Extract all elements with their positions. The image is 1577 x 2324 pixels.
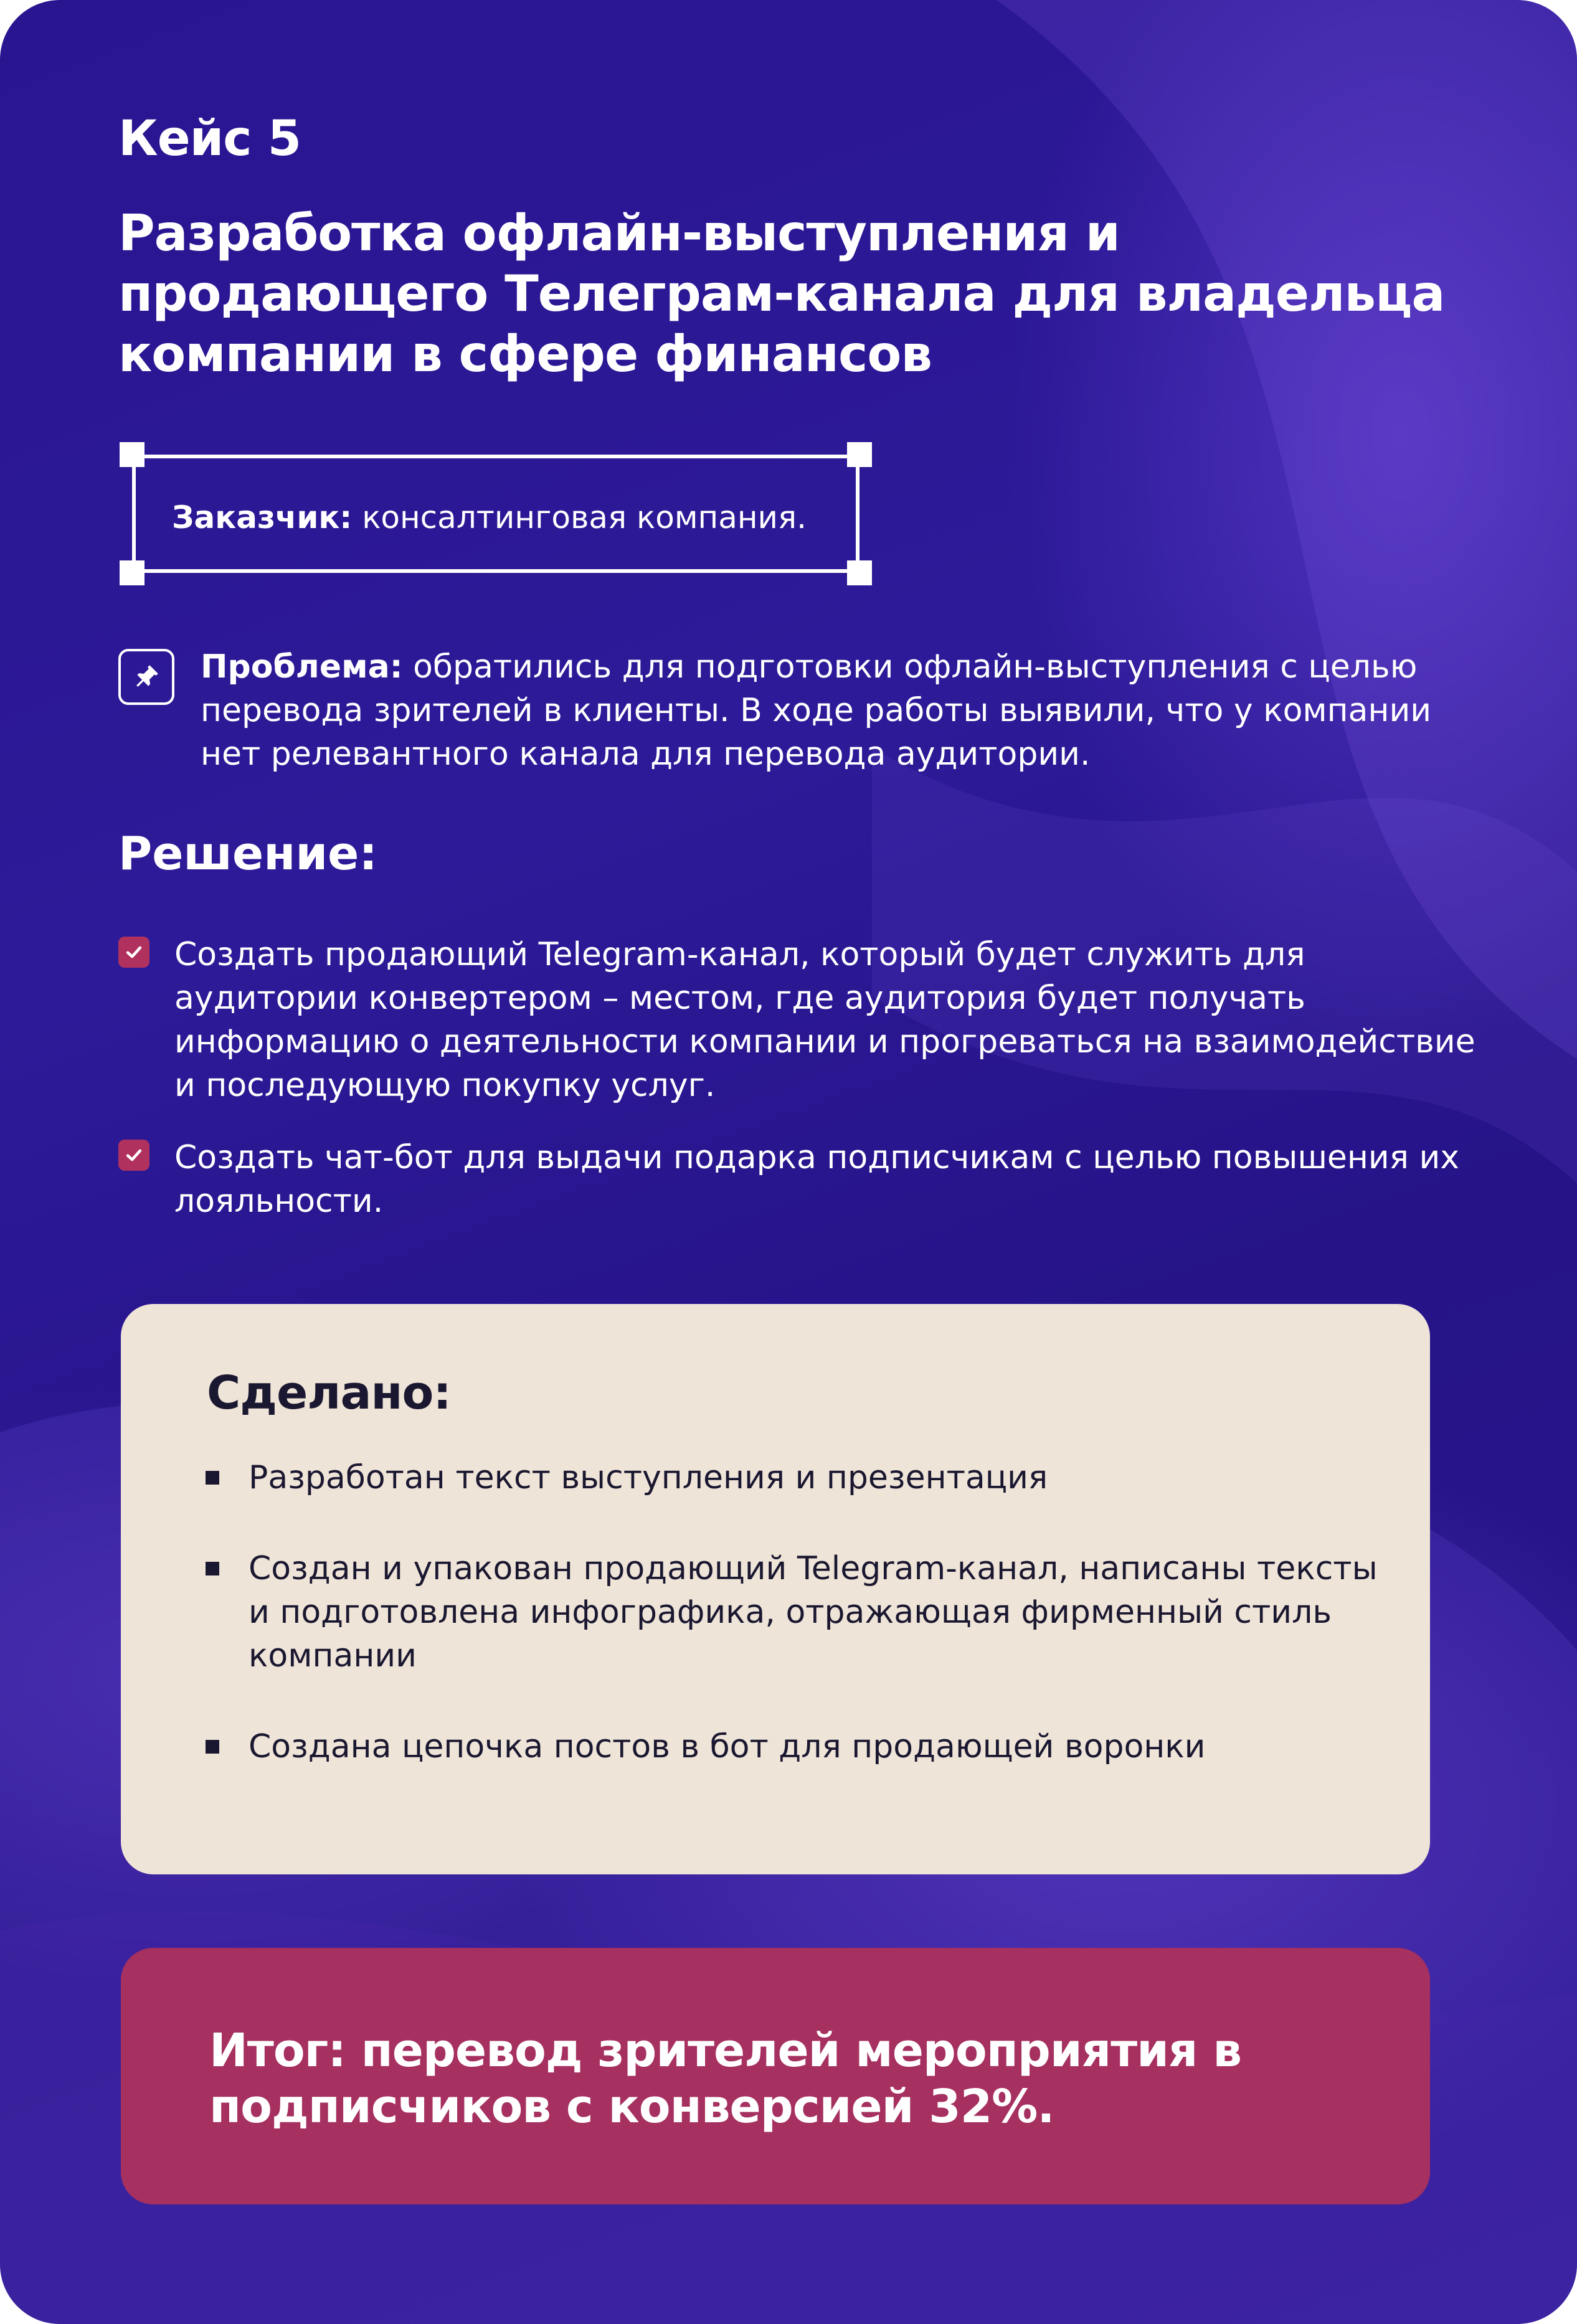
client-text [172, 499, 807, 536]
check-icon [118, 937, 149, 968]
done-item: Создана цепочка постов в бот для продающей воронки [249, 1728, 1206, 1765]
case-label: Кейс 5 [118, 111, 301, 167]
corner-handle [847, 442, 872, 467]
client-box [132, 455, 860, 573]
pin-icon [118, 649, 174, 705]
done-item: Разработан текст выступления и презентация [249, 1459, 1048, 1496]
done-item: Создан и упакован продающий Telegram-канал, написаны тексты и подготовлена инфографика, отражающая фирменный стиль компании [249, 1550, 1378, 1675]
solution-item: Создать чат-бот для выдачи подарка подписчикам с целью повышения их лояльности. [174, 1139, 1460, 1220]
corner-handle [120, 560, 144, 585]
problem-label: Проблема: [201, 648, 403, 686]
client-label: Заказчик: [172, 499, 353, 536]
check-icon [118, 1140, 149, 1171]
case-title: Разработка офлайн-выступления и продающего Телеграм-канала для владельца компании в сфере финансов [118, 204, 1445, 383]
problem-body: обратились для подготовки офлайн-выступления с целью перевода зрителей в клиенты. В ходе работы выявили, что у компании нет релевантного канала для перевода аудитории. [201, 648, 1432, 773]
result-card [121, 1948, 1430, 2204]
done-card [121, 1304, 1430, 1874]
solution-item: Создать продающий Telegram-канал, который будет служить для аудитории конвертером – местом, где аудитория будет получать информацию о деятельности компании и прогреваться на взаимодействие и последующую покупку услуг. [174, 936, 1475, 1104]
result-text: Итог: перевод зрителей мероприятия в подписчиков с конверсией 32%. [209, 2024, 1242, 2133]
bullet-icon [206, 1740, 219, 1754]
done-heading: Сделано: [207, 1366, 451, 1420]
corner-handle [847, 560, 872, 585]
solution-heading: Решение: [118, 827, 377, 881]
bullet-icon [206, 1562, 219, 1575]
problem-text [201, 645, 1471, 776]
client-value: консалтинговая компания. [362, 499, 807, 536]
bullet-icon [206, 1471, 219, 1485]
corner-handle [120, 442, 144, 467]
